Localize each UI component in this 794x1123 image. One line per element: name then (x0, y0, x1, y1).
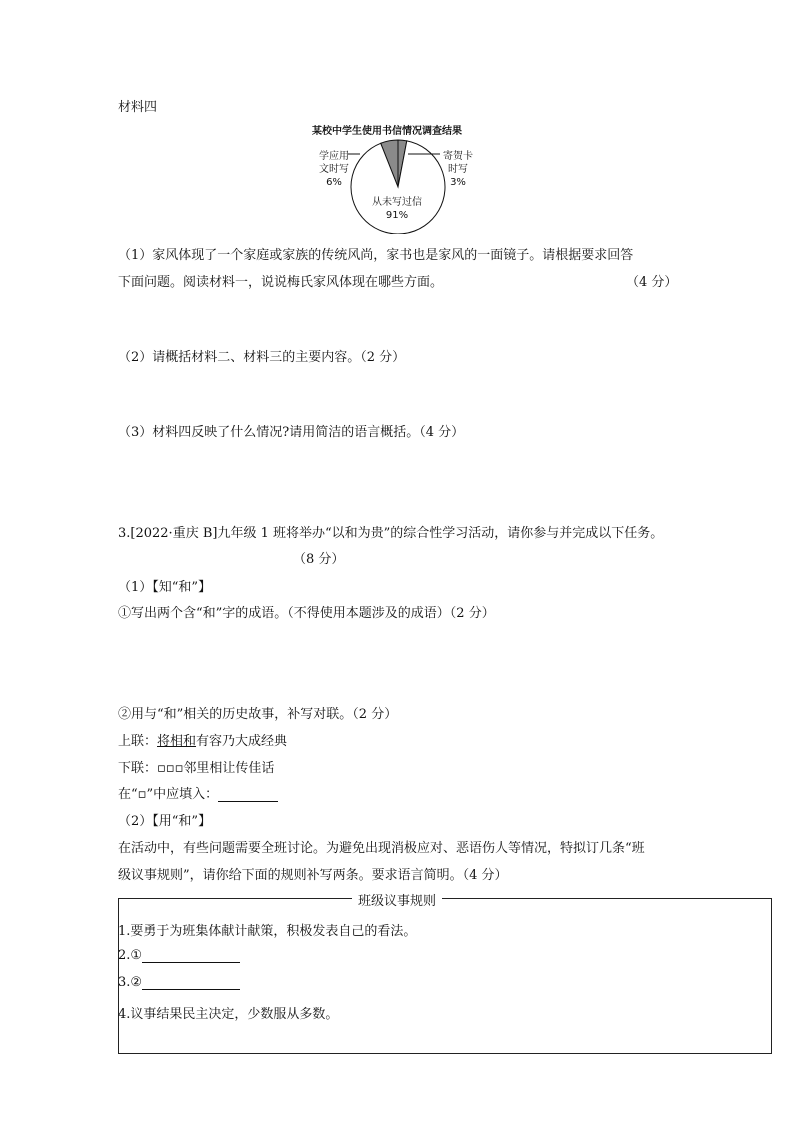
pie-label-greeting-card (436, 150, 480, 189)
q3-intro-score: （8 分） (293, 552, 345, 567)
q3-part1-title: （1）【知“和”】 (118, 580, 212, 595)
rules-title: 班级议事规则 (352, 894, 442, 909)
pie-value-application: 6% (326, 177, 342, 188)
chart-title: 某校中学生使用书信情况调查结果 (312, 126, 462, 137)
rules-title-wrap (0, 890, 794, 909)
pie-label-never (362, 196, 432, 222)
q2-part1-line1: （1）家风体现了一个家庭或家族的传统风尚，家书也是家风的一面镜子。请根据要求回答 (118, 248, 634, 263)
rule-3-blank[interactable] (142, 975, 240, 990)
q2-part1-score: （4 分） (626, 275, 678, 290)
rule-2-prefix: 2.① (118, 948, 143, 963)
couplet-upper-prefix: 上联： (118, 734, 158, 749)
rule-1: 1.要勇于为班集体献计献策，积极发表自己的看法。 (118, 924, 417, 939)
q2-part2: （2）请概括材料二、材料三的主要内容。（2 分） (118, 350, 406, 365)
pie-label-greeting-line1: 寄贺卡 (443, 151, 473, 162)
pie-label-greeting-line2: 时写 (448, 164, 468, 175)
couplet-lower: 下联：▫▫▫邻里相让传佳话 (118, 761, 275, 776)
q3-part2-line1: 在活动中，有些问题需要全班讨论。为避免出现消极应对、恶语伤人等情况，特拟订几条“班 (118, 841, 645, 856)
rule-2-line (118, 948, 240, 963)
q3-part2-title: （2）【用“和”】 (118, 814, 212, 829)
pie-value-greeting: 3% (450, 177, 466, 188)
fill-blank[interactable] (218, 787, 278, 802)
rule-4: 4.议事结果民主决定，少数服从多数。 (118, 1007, 339, 1022)
q3-intro: 3.[2022·重庆 B]九年级 1 班将举办“以和为贵”的综合性学习活动，请你参与并完成以下任务。 (118, 526, 664, 541)
q3-part2-line2: 级议事规则”，请你给下面的规则补写两条。要求语言简明。（4 分） (118, 868, 508, 883)
fill-prompt-line (118, 783, 278, 802)
material-heading: 材料四 (118, 100, 158, 115)
pie-label-application-line2: 文时写 (319, 164, 349, 175)
q3-item2: ②用与“和”相关的历史故事，补写对联。（2 分） (118, 707, 398, 722)
q2-part1-line2: 下面问题。阅读材料一，说说梅氏家风体现在哪些方面。 (118, 275, 444, 290)
pie-label-application-line1: 学应用 (319, 151, 349, 162)
q3-item1: ①写出两个含“和”字的成语。（不得使用本题涉及的成语）（2 分） (118, 606, 495, 621)
couplet-upper-rest: 有容乃大成经典 (196, 734, 288, 749)
pie-label-never-text: 从未写过信 (372, 197, 422, 208)
q2-part3: （3）材料四反映了什么情况?请用简洁的语言概括。（4 分） (118, 425, 465, 440)
rule-3-line (118, 975, 240, 990)
couplet-upper-underlined: 将相和 (157, 734, 197, 749)
rule-2-blank[interactable] (142, 948, 240, 963)
rule-3-prefix: 3.② (118, 975, 143, 990)
pie-label-application (312, 150, 356, 189)
couplet-upper (118, 730, 287, 749)
pie-value-never: 91% (385, 210, 409, 221)
fill-prompt: 在“▫”中应填入： (118, 787, 219, 802)
